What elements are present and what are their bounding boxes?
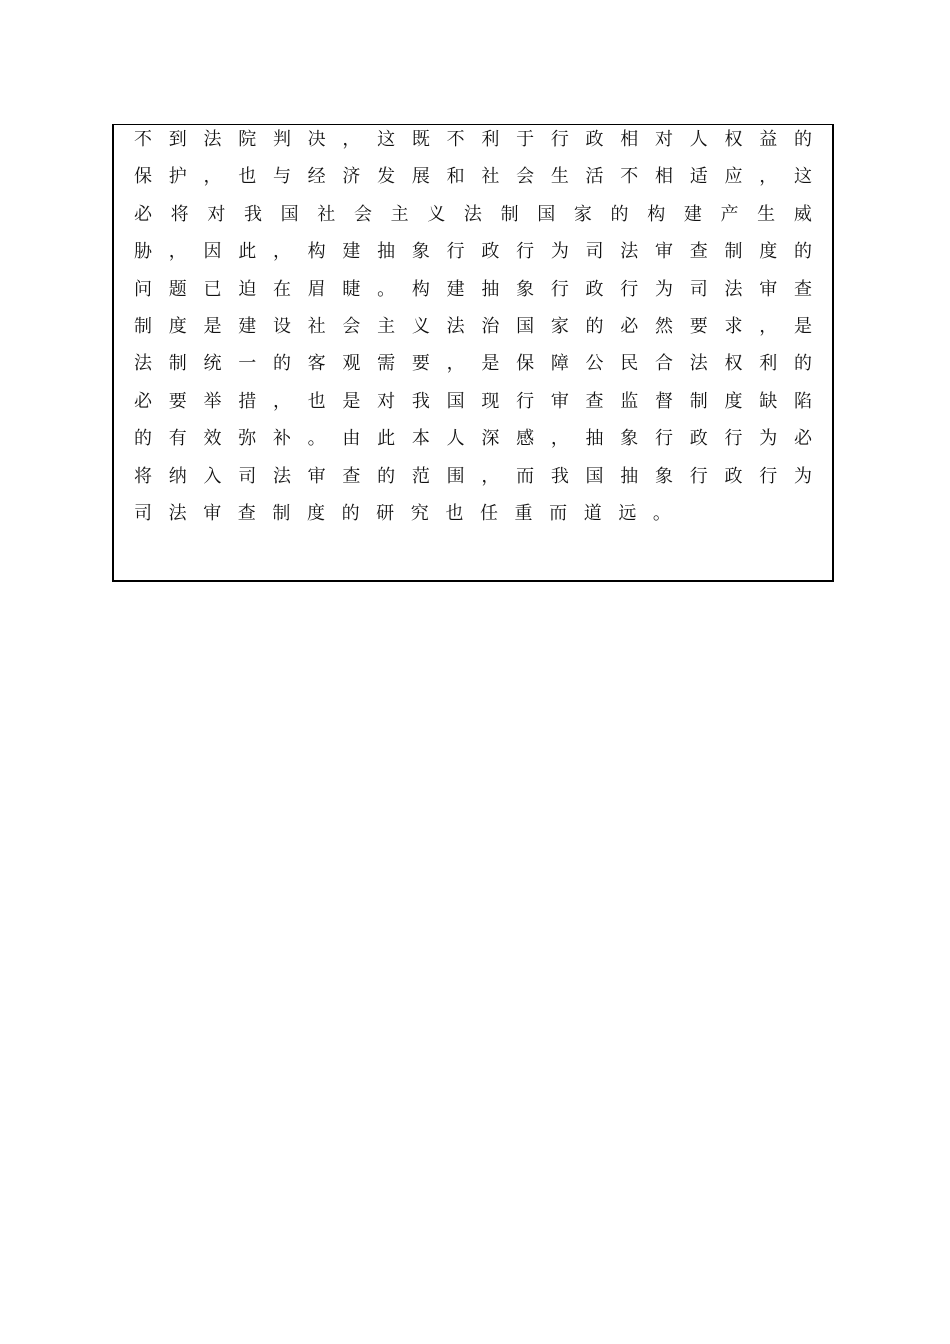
text-line: 不 到 法 院 判 决 ， 这 既 不 利 于 行 政 相 对 人 权 益 的: [134, 129, 812, 150]
text-line: 的 有 效 弥 补 。 由 此 本 人 深 感 ， 抽 象 行 政 行 为 必: [134, 428, 812, 450]
text-line: 司 法 审 查 制 度 的 研 究 也 任 重 而 道 远 。: [134, 502, 671, 524]
text-line: 必 将 对 我 国 社 会 主 义 法 制 国 家 的 构 建 产 生 威: [134, 203, 812, 225]
text-line: 法 制 统 一 的 客 观 需 要 ， 是 保 障 公 民 合 法 权 利 的: [134, 353, 812, 375]
text-line: 将 纳 入 司 法 审 查 的 范 围 ， 而 我 国 抽 象 行 政 行 为: [134, 465, 812, 487]
text-line: 保 护 ， 也 与 经 济 发 展 和 社 会 生 活 不 相 适 应 ， 这: [134, 166, 812, 188]
paragraph: [134, 125, 814, 536]
text-line: 胁 ， 因 此 ， 构 建 抽 象 行 政 行 为 司 法 审 查 制 度 的: [134, 241, 812, 263]
text-line: 必 要 举 措 ， 也 是 对 我 国 现 行 审 查 监 督 制 度 缺 陷: [134, 390, 812, 412]
text-line: 问 题 已 迫 在 眉 睫 。 构 建 抽 象 行 政 行 为 司 法 审 查: [134, 278, 812, 300]
text-line: 制 度 是 建 设 社 会 主 义 法 治 国 家 的 必 然 要 求 ， 是: [134, 315, 812, 337]
bordered-text-box: [112, 124, 834, 582]
